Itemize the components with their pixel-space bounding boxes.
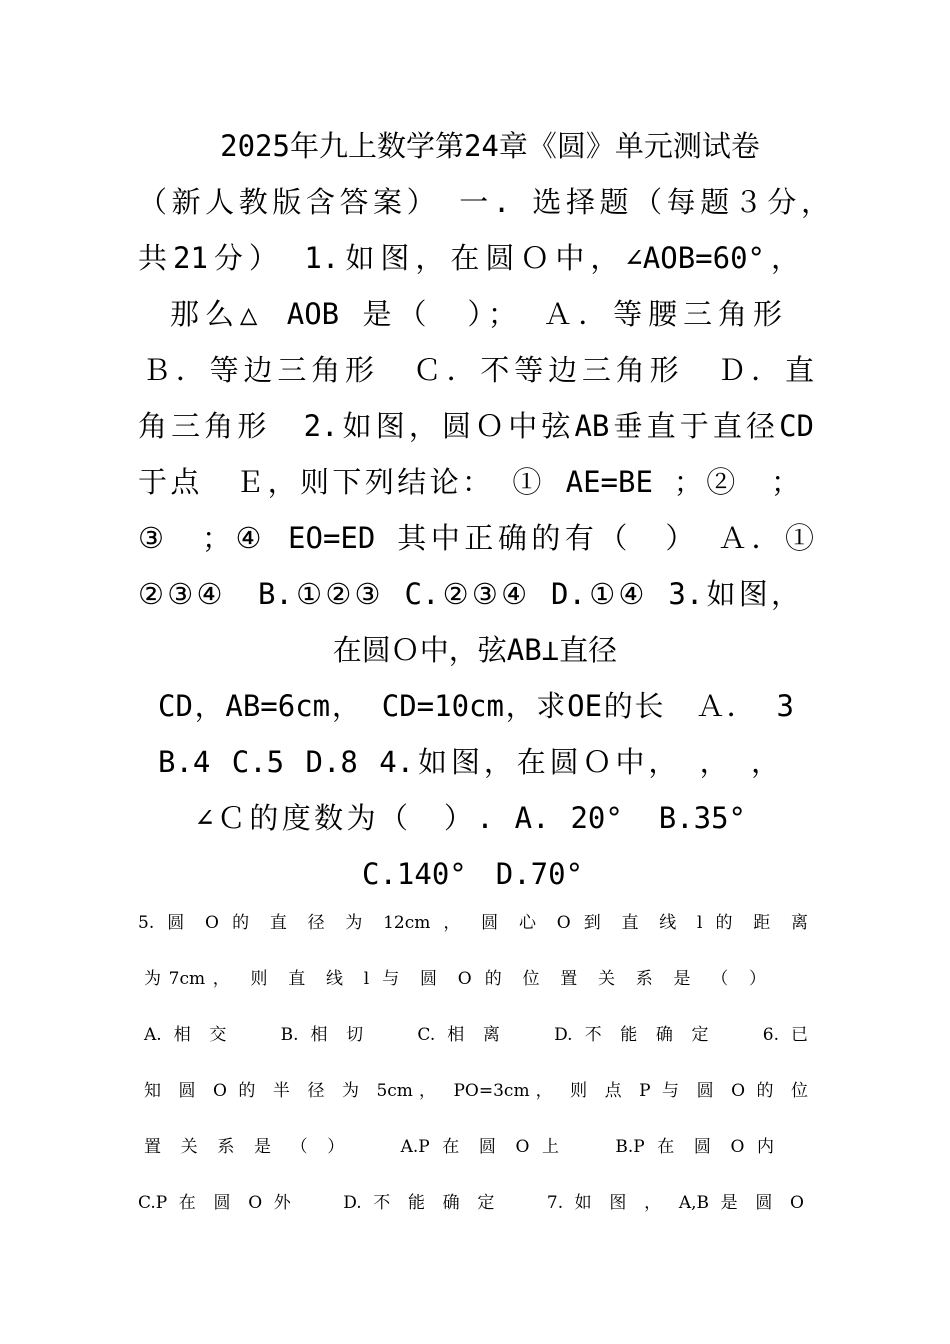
text-line: ②③④ B.①②③ C.②③④ D.①④ 3.如图， [138,577,800,611]
text-line-small: 置 关 系 是 （ ） A.P 在 圆 O 上 B.P 在 圆 O 内 [144,1137,774,1157]
document-title-line: 2025年九上数学第24章《圆》单元测试卷 [220,129,760,163]
text-line: 共21分） 1.如图，在圆Ｏ中，∠AOB=60°， [138,241,800,275]
text-line: CD，AB=6cm， CD=10cm，求OE的长 Ａ． 3 [158,689,794,723]
text-line-small: 为7cm， 则 直 线 l 与 圆 O 的 位 置 关 系 是 （ ） [144,969,766,989]
text-line: 那么△ AOB 是（ ）； Ａ．等腰三角形 [170,297,782,331]
text-line-small: 知 圆 O 的 半 径 为 5cm， PO=3cm， 则 点 P 与 圆 O 的 位 [144,1081,808,1101]
text-line: ③ ；④ EO=ED 其中正确的有（ ） Ａ．① [138,521,814,555]
text-line: 在圆Ｏ中，弦AB⊥直径 [332,633,618,667]
text-line-small: C.P 在 圆 O 外 D. 不 能 确 定 7. 如 图 ， A,B 是 圆 O [138,1193,804,1213]
text-line: 角三角形 2.如图，圆Ｏ中弦AB垂直于直径CD [138,409,814,443]
text-line-small: 5. 圆 O 的 直 径 为 12cm ， 圆 心 O 到 直 线 l 的 距 离 [138,913,808,933]
text-line: （新人教版含答案） 一. 选择题（每题３分， [138,185,830,219]
text-line: 于点 Ｅ，则下列结论： ① AE=BE ；② ； [138,465,800,499]
text-line: B.4 C.5 D.8 4.如图，在圆Ｏ中， ， ， [158,745,780,779]
text-line: Ｂ．等边三角形 Ｃ．不等边三角形 Ｄ．直 [142,353,814,387]
text-line: C.140° D.70° [362,857,584,891]
text-line: ∠Ｃ的度数为（ ）. A. 20° B.35° [196,801,746,835]
text-line-small: A. 相 交 B. 相 切 C. 相 离 D. 不 能 确 定 6. 已 [144,1025,808,1045]
